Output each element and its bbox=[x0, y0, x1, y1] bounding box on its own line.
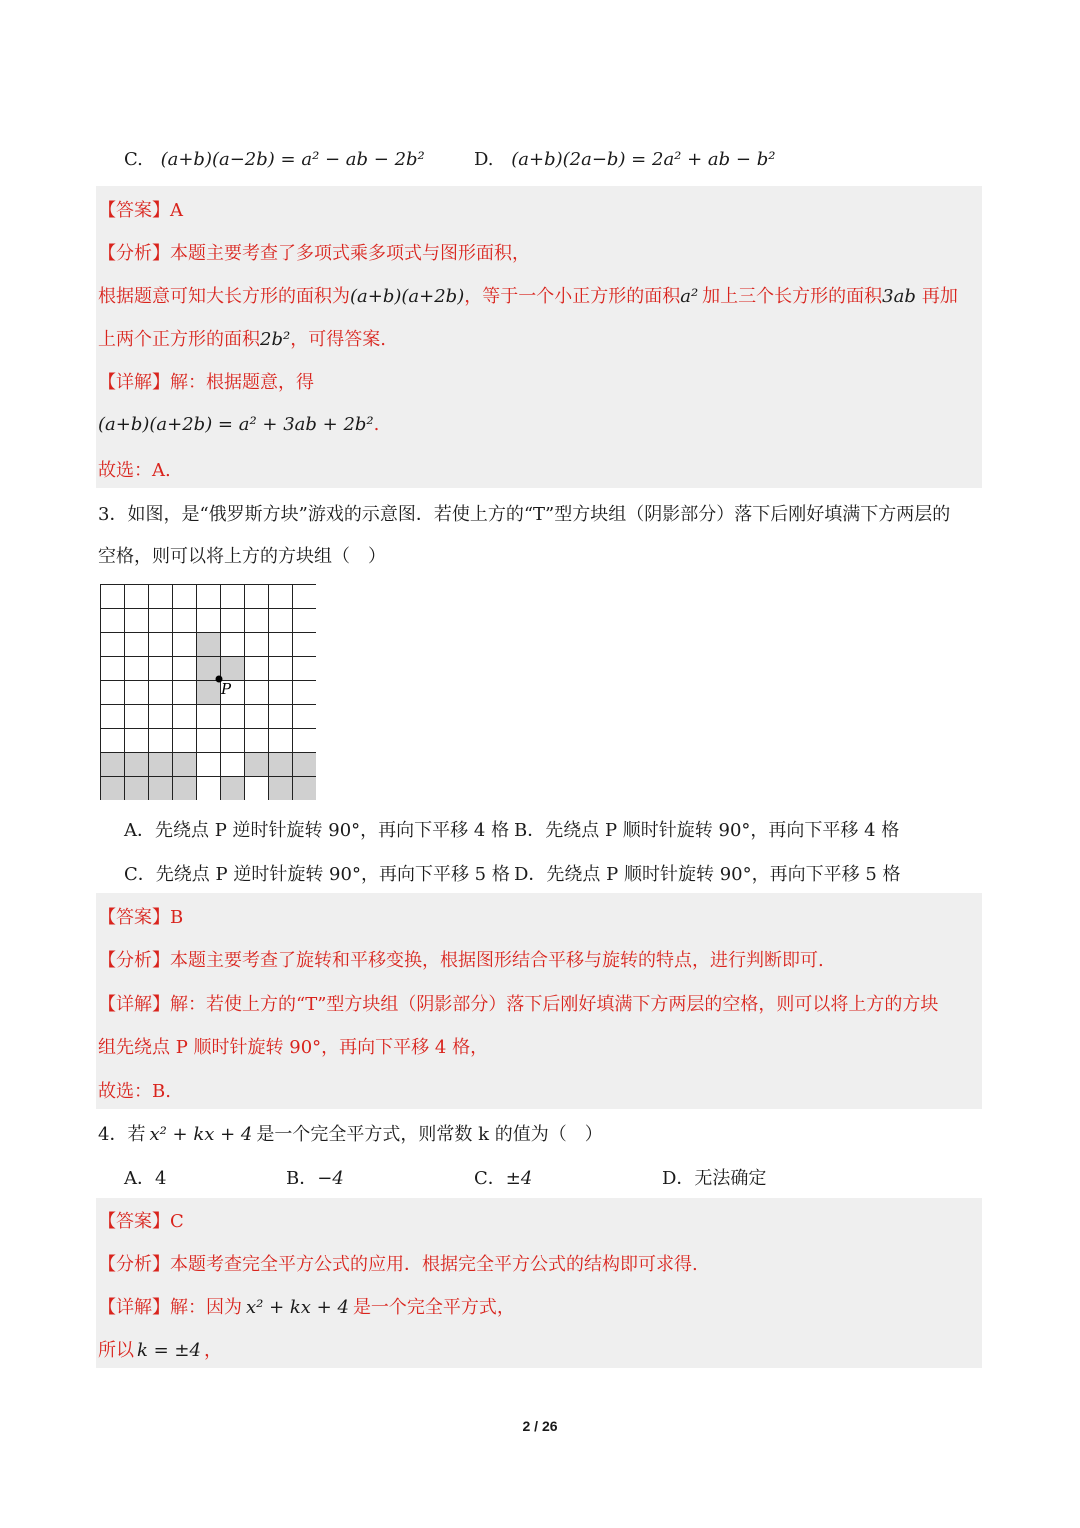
grid-cell bbox=[125, 585, 149, 609]
conclusion-line bbox=[98, 1339, 222, 1363]
grid-cells bbox=[101, 585, 317, 801]
period: . bbox=[373, 414, 380, 435]
grid-cell bbox=[269, 585, 293, 609]
grid-cell bbox=[197, 585, 221, 609]
option-a: A．4 bbox=[124, 1168, 167, 1189]
grid-cell bbox=[125, 633, 149, 657]
detail-formula-line bbox=[98, 413, 379, 437]
grid-cell bbox=[293, 681, 317, 705]
grid-cell bbox=[149, 705, 173, 729]
grid-cell bbox=[221, 729, 245, 753]
grid-cell-shaded bbox=[269, 753, 293, 777]
detail-text: 解：根据题意，得 bbox=[170, 372, 314, 393]
grid-cell bbox=[269, 657, 293, 681]
grid-cell bbox=[221, 705, 245, 729]
formula: k = ±4 bbox=[137, 1340, 201, 1361]
grid-cell bbox=[245, 777, 269, 801]
grid-cell bbox=[197, 729, 221, 753]
grid-cell bbox=[173, 585, 197, 609]
grid-cell bbox=[245, 681, 269, 705]
grid-cell-shaded bbox=[173, 777, 197, 801]
formula: x² + kx + 4 bbox=[149, 1124, 253, 1145]
grid-cell-shaded bbox=[101, 753, 125, 777]
detail-tag: 【详解】 bbox=[98, 994, 170, 1015]
grid-cell bbox=[125, 681, 149, 705]
grid-cell bbox=[221, 609, 245, 633]
stem-text: 4．若 bbox=[98, 1124, 146, 1145]
grid-cell bbox=[125, 705, 149, 729]
choose-line: 故选：B. bbox=[98, 1081, 171, 1102]
grid-cell bbox=[149, 657, 173, 681]
option-formula: (a+b)(a−2b) = a² − ab − 2b² bbox=[160, 149, 425, 170]
grid-cell bbox=[101, 681, 125, 705]
grid-cell bbox=[101, 633, 125, 657]
grid-cell bbox=[245, 705, 269, 729]
analysis-text: 本题主要考查了旋转和平移变换，根据图形结合平移与旋转的特点，进行判断即可. bbox=[170, 950, 824, 971]
option-c: C．先绕点 P 逆时针旋转 90°，再向下平移 5 格 bbox=[124, 864, 510, 885]
grid-cell bbox=[245, 633, 269, 657]
grid-cell-shaded bbox=[221, 777, 245, 801]
answer-tag: 【答案】 bbox=[98, 907, 170, 928]
analysis-text: 根据题意可知大长方形的面积为 bbox=[98, 286, 350, 307]
analysis-tag: 【分析】 bbox=[98, 243, 170, 264]
grid-cell bbox=[149, 729, 173, 753]
grid-cell bbox=[245, 585, 269, 609]
answer-tag: 【答案】 bbox=[98, 1211, 170, 1232]
detail-line bbox=[98, 993, 938, 1017]
grid-cell-shaded bbox=[293, 753, 317, 777]
analysis-line-3 bbox=[98, 328, 386, 352]
answer-line bbox=[98, 1210, 184, 1234]
grid-cell bbox=[173, 609, 197, 633]
analysis-text: 加上三个长方形的面积 bbox=[702, 286, 883, 307]
grid-cell bbox=[173, 729, 197, 753]
answer-value: A bbox=[170, 200, 183, 221]
grid-cell bbox=[197, 753, 221, 777]
option-d: D．先绕点 P 顺时针旋转 90°，再向下平移 5 格 bbox=[514, 864, 901, 885]
grid-cell bbox=[293, 585, 317, 609]
formula: 3ab bbox=[882, 286, 916, 307]
analysis-text: 本题考查完全平方公式的应用．根据完全平方公式的结构即可求得. bbox=[170, 1254, 698, 1275]
option-label: C． bbox=[474, 1168, 506, 1189]
analysis-line bbox=[98, 1253, 698, 1277]
option-value: ±4 bbox=[505, 1168, 533, 1189]
grid-cell bbox=[245, 729, 269, 753]
tetris-grid-figure bbox=[100, 584, 316, 800]
grid-cell bbox=[293, 729, 317, 753]
analysis-text: 再加 bbox=[921, 286, 958, 307]
option-b: B．先绕点 P 顺时针旋转 90°，再向下平移 4 格 bbox=[514, 820, 900, 841]
detail-text: 解：若使上方的“T”型方块组（阴影部分）落下后刚好填满下方两层的空格，则可以将上方的方块 bbox=[170, 994, 939, 1015]
grid-cell-shaded bbox=[149, 777, 173, 801]
grid-cell bbox=[125, 657, 149, 681]
option-formula: (a+b)(2a−b) = 2a² + ab − b² bbox=[511, 149, 776, 170]
grid-cell bbox=[101, 705, 125, 729]
detail-text: 组先绕点 P 顺时针旋转 90°，再向下平移 4 格， bbox=[98, 1037, 489, 1058]
grid-cell bbox=[149, 633, 173, 657]
detail-line bbox=[98, 371, 314, 395]
grid-cell bbox=[149, 609, 173, 633]
grid-cell bbox=[293, 657, 317, 681]
option-c bbox=[474, 1167, 532, 1191]
grid-cell-shaded bbox=[221, 657, 245, 681]
analysis-line bbox=[98, 949, 824, 973]
grid-cell bbox=[269, 633, 293, 657]
analysis-tag: 【分析】 bbox=[98, 1254, 170, 1275]
grid-cell-shaded bbox=[173, 753, 197, 777]
analysis-text: ，可得答案. bbox=[290, 329, 386, 350]
answer-line bbox=[98, 906, 183, 930]
page-number: 2 / 26 bbox=[522, 1418, 558, 1434]
grid-cell bbox=[293, 633, 317, 657]
grid-cell-shaded bbox=[269, 777, 293, 801]
grid-cell bbox=[101, 657, 125, 681]
formula: (a+b)(a+2b) bbox=[350, 286, 465, 307]
grid-cell bbox=[101, 585, 125, 609]
grid-cell-shaded bbox=[125, 753, 149, 777]
grid-cell-shaded bbox=[125, 777, 149, 801]
grid-cell bbox=[149, 585, 173, 609]
choose-line: 故选：A. bbox=[98, 460, 171, 481]
answer-line bbox=[98, 199, 183, 223]
answer-value: B bbox=[170, 907, 184, 928]
detail-line bbox=[98, 1296, 515, 1320]
grid-cell bbox=[125, 609, 149, 633]
grid-cell bbox=[221, 633, 245, 657]
question-stem: 空格，则可以将上方的方块组（ ） bbox=[98, 546, 386, 567]
conclusion-text: 所以 bbox=[98, 1340, 134, 1361]
option-label: D. bbox=[474, 149, 494, 170]
analysis-text: 本题主要考查了多项式乘多项式与图形面积， bbox=[170, 243, 530, 264]
analysis-line bbox=[98, 242, 530, 266]
grid-cell-shaded bbox=[101, 777, 125, 801]
grid-cell bbox=[197, 705, 221, 729]
question-stem: 3．如图，是“俄罗斯方块”游戏的示意图．若使上方的“T”型方块组（阴影部分）落下后刚好填满下方两层的 bbox=[98, 504, 951, 525]
conclusion-text: ， bbox=[203, 1340, 222, 1361]
analysis-text: ，等于一个小正方形的面积 bbox=[464, 286, 681, 307]
grid-cell bbox=[269, 729, 293, 753]
detail-tag: 【详解】 bbox=[98, 1297, 170, 1318]
grid-cell bbox=[245, 609, 269, 633]
grid-cell bbox=[173, 705, 197, 729]
grid-cell bbox=[173, 681, 197, 705]
grid-cell bbox=[293, 705, 317, 729]
answer-tag: 【答案】 bbox=[98, 200, 170, 221]
answer-value: C bbox=[170, 1211, 184, 1232]
grid-cell bbox=[125, 729, 149, 753]
option-label: C. bbox=[124, 149, 143, 170]
grid-cell bbox=[269, 681, 293, 705]
grid-cell-shaded bbox=[245, 753, 269, 777]
detail-text: 是一个完全平方式， bbox=[352, 1297, 515, 1318]
option-b bbox=[286, 1167, 344, 1191]
point-p-label: P bbox=[221, 680, 232, 698]
grid-cell bbox=[197, 777, 221, 801]
formula: 2b² bbox=[260, 329, 291, 350]
grid-cell bbox=[269, 705, 293, 729]
grid-cell-shaded bbox=[197, 681, 221, 705]
option-d-prev bbox=[474, 148, 775, 172]
formula: (a+b)(a+2b) = a² + 3ab + 2b² bbox=[98, 414, 374, 435]
grid-cell bbox=[173, 657, 197, 681]
grid-cell bbox=[269, 609, 293, 633]
grid-cell bbox=[221, 585, 245, 609]
formula: x² + kx + 4 bbox=[246, 1297, 349, 1318]
grid-cell bbox=[101, 729, 125, 753]
grid-cell bbox=[173, 633, 197, 657]
solution-box-q4 bbox=[96, 1198, 982, 1368]
option-a: A．先绕点 P 逆时针旋转 90°，再向下平移 4 格 bbox=[124, 820, 510, 841]
stem-text: 是一个完全平方式，则常数 k 的值为（ ） bbox=[256, 1124, 603, 1145]
grid-cell-shaded bbox=[149, 753, 173, 777]
analysis-line-2 bbox=[98, 285, 958, 309]
grid-cell-shaded bbox=[197, 633, 221, 657]
analysis-text: 上两个正方形的面积 bbox=[98, 329, 260, 350]
grid-cell bbox=[293, 609, 317, 633]
question-stem bbox=[98, 1123, 603, 1147]
grid-cell bbox=[197, 609, 221, 633]
grid-cell bbox=[221, 753, 245, 777]
grid-cell bbox=[149, 681, 173, 705]
grid-cell bbox=[101, 609, 125, 633]
formula: a² bbox=[680, 286, 699, 307]
detail-tag: 【详解】 bbox=[98, 372, 170, 393]
analysis-tag: 【分析】 bbox=[98, 950, 170, 971]
option-label: B． bbox=[286, 1168, 318, 1189]
option-d: D．无法确定 bbox=[662, 1168, 767, 1189]
option-value: −4 bbox=[317, 1168, 344, 1189]
detail-text: 解：因为 bbox=[170, 1297, 242, 1318]
grid-cell-shaded bbox=[293, 777, 317, 801]
grid-cell bbox=[245, 657, 269, 681]
option-c-prev bbox=[124, 148, 425, 172]
